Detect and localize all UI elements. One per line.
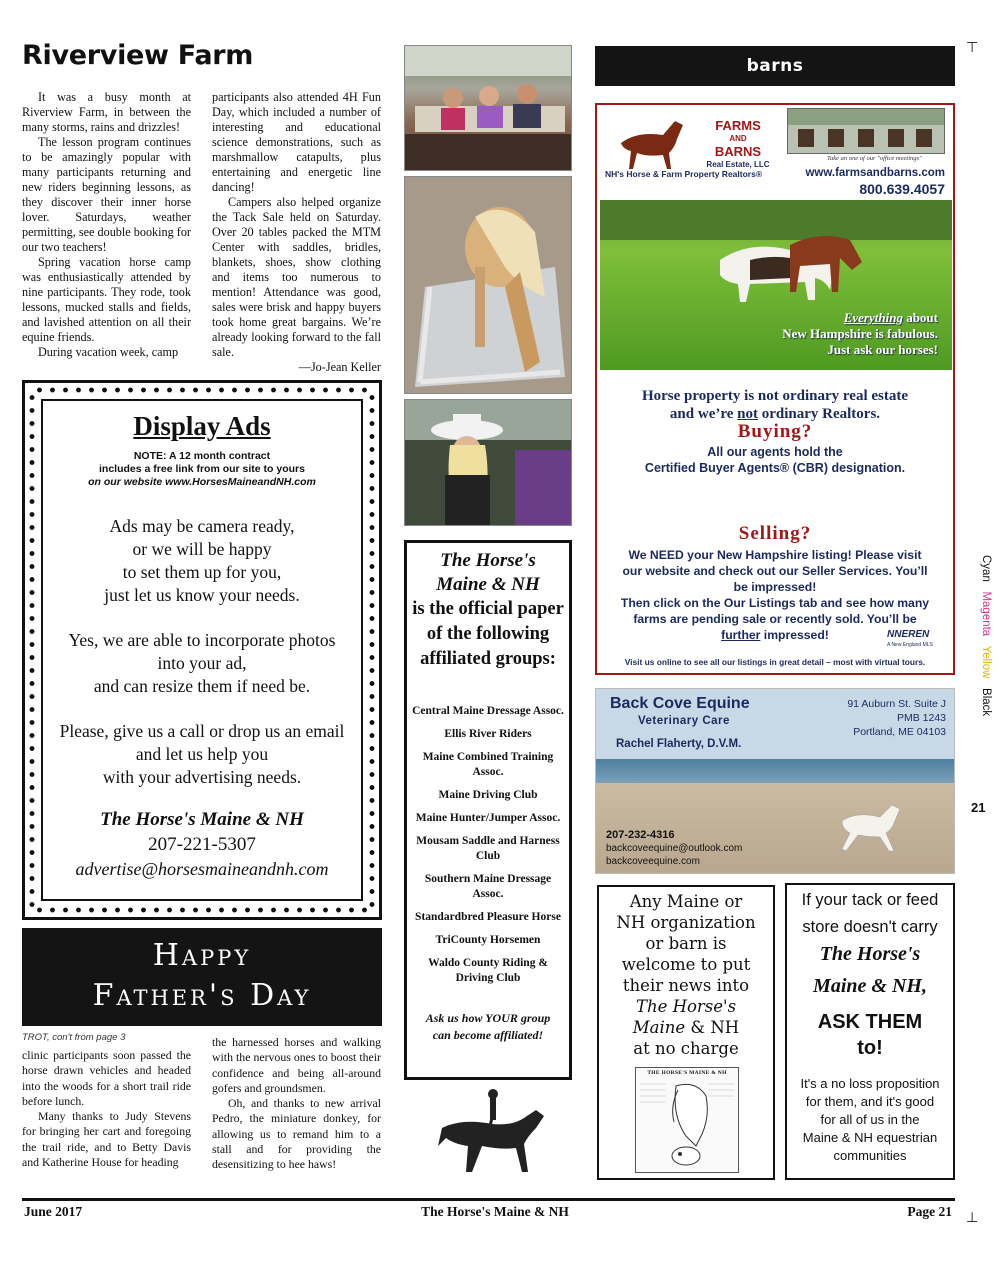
display-ads-para-2 — [43, 629, 361, 698]
horse-head-sketch-icon — [636, 1076, 738, 1172]
affiliated-subtitle — [404, 597, 572, 672]
ad-text-line: to set them up for you, — [122, 562, 282, 582]
overlay-rest: about — [902, 310, 938, 325]
back-cove-sub: Veterinary Care — [638, 715, 730, 727]
farms-barns-tagline: NH's Horse & Farm Property Realtors® — [605, 169, 763, 179]
affiliated-footer-line: Ask us how YOUR group — [425, 1011, 551, 1025]
back-cove-web[interactable]: backcoveequine.com — [606, 856, 700, 867]
tack-small-line: Maine & NH equestrian — [802, 1130, 938, 1145]
trot-paragraph: Many thanks to Judy Stevens for bringing her cart and foregoing the trail ride, and to Betty Davis and Katherine House for heading — [22, 1109, 191, 1170]
trot-paragraph: the harnessed horses and walking with the nervous ones to boost their confidence and being all-around gofers and groundsmen. — [212, 1035, 381, 1095]
tack-small-line: for all of us in the — [820, 1112, 920, 1127]
article-column-2 — [212, 90, 381, 375]
overlay-line: New Hampshire is fabulous. — [782, 326, 938, 341]
fathers-day-banner — [22, 928, 382, 1026]
footer-page-number: Page 21 — [907, 1204, 952, 1219]
any-maine-text — [599, 891, 773, 1059]
ad-text-line: Please, give us a call or drop us an email — [59, 721, 345, 741]
buying-heading: Buying? — [737, 421, 813, 442]
any-maine-line: their news into — [622, 976, 750, 995]
note-line: includes a free link from our site to yours — [99, 463, 305, 475]
farms-headline — [597, 387, 953, 423]
affiliated-group-item: Central Maine Dressage Assoc. — [412, 705, 564, 717]
article-paragraph: Spring vacation horse camp was enthusiastically attended by nine participants. They rode, took lessons, mucked stalls and fields, and lavished attention on all their equine friends. — [22, 255, 191, 344]
address-line: 91 Auburn St. Suite J — [847, 698, 946, 710]
affiliated-groups-box — [404, 540, 572, 1080]
headline-line: Horse property is not ordinary real estate — [641, 388, 909, 404]
farms-visit-line: Visit us online to see all our listings in great detail – most with virtual tours. — [624, 657, 926, 667]
palomino-photo-art — [405, 177, 572, 394]
trot-paragraph: Oh, and thanks to new arrival Pedro, the miniature donkey, for allowing us to remand him to a stall and for providing the desensitizing to hee haws! — [212, 1096, 381, 1172]
riders-photo-art — [788, 109, 944, 153]
cowgirl-photo — [404, 399, 572, 526]
display-ads-para-3 — [43, 720, 361, 789]
back-cove-doctor: Rachel Flaherty, D.V.M. — [616, 738, 742, 750]
footer-paper-name: The Horse's Maine & NH — [421, 1204, 569, 1219]
buying-line: All our agents hold the — [707, 445, 843, 459]
any-maine-line: welcome to put — [621, 955, 751, 974]
meadow-overlay-text — [782, 310, 938, 358]
affiliated-group-item: Maine Driving Club — [438, 789, 538, 801]
tack-paper-line: Maine & NH, — [813, 975, 927, 997]
address-line: Portland, ME 04103 — [853, 726, 946, 738]
affiliated-group-item: TriCounty Horsemen — [435, 934, 541, 946]
affiliated-footer — [407, 1010, 569, 1044]
article-signature: —Jo-Jean Keller — [298, 360, 381, 374]
tack-paper — [787, 941, 953, 1005]
selling-line: be impressed! — [733, 580, 817, 594]
display-ads-email[interactable]: advertise@horsesmaineandnh.com — [75, 859, 329, 879]
article-paragraph: participants also attended 4H Fun Day, which included a number of interesting and educational science demonstrations, such as marshmallow catapults, plus entertaining and energetic line dancing! — [212, 90, 381, 194]
cmyk-black: Black — [980, 688, 992, 717]
display-ads-paper-name: The Horse's Maine & NH — [100, 809, 304, 830]
tack-small-line: communities — [833, 1148, 907, 1163]
overlay-line: Just ask our horses! — [827, 342, 938, 357]
logo-line: Real Estate, LLC — [706, 160, 770, 169]
buying-line: Certified Buyer Agents® (CBR) designation. — [644, 461, 906, 475]
cmyk-magenta: Magenta — [980, 591, 992, 637]
display-ads-note — [43, 450, 361, 489]
thumbnail-masthead: THE HORSE'S MAINE & NH — [647, 1070, 727, 1076]
any-maine-paper — [599, 1017, 773, 1038]
affiliated-group-item: Standardbred Pleasure Horse — [415, 911, 561, 923]
trot-column-1 — [22, 1048, 191, 1170]
newspaper-cover-thumbnail — [635, 1067, 739, 1173]
nneren-sub: A New England MLS — [887, 642, 933, 648]
tack-small-line: It's a no loss proposition — [800, 1076, 940, 1091]
back-cove-equine-ad — [595, 688, 955, 874]
dotted-border — [33, 907, 373, 913]
any-maine-paper-part: Maine — [632, 1018, 686, 1037]
tack-small-line: for them, and it's good — [805, 1094, 935, 1109]
crop-mark-bottom: ⊥ — [966, 1210, 979, 1226]
trot-continued-label: TROT, con't from page 3 — [22, 1032, 126, 1043]
selling-part: impressed! — [760, 628, 829, 642]
back-cove-address — [847, 697, 946, 739]
cmyk-yellow: Yellow — [980, 645, 992, 679]
any-maine-line: Any Maine or — [629, 892, 743, 911]
dotted-border — [33, 387, 373, 393]
affiliated-subtitle-line: is the official paper — [412, 599, 564, 619]
ad-text-line: into your ad, — [157, 653, 247, 673]
any-maine-line: at no charge — [633, 1039, 739, 1058]
horses-meadow-photo — [600, 200, 952, 370]
margin-page-number: 21 — [971, 800, 986, 815]
running-horse-icon — [836, 797, 916, 857]
any-maine-paper: The Horse's — [635, 997, 737, 1016]
display-ads-inner — [41, 399, 363, 901]
any-maine-line: NH organization — [616, 913, 756, 932]
affiliated-group-item: Maine Hunter/Jumper Assoc. — [415, 812, 561, 824]
footer-date: June 2017 — [24, 1204, 83, 1219]
farms-and-barns-ad — [595, 103, 955, 675]
palomino-horse-photo — [404, 176, 572, 394]
cmyk-color-bar — [974, 555, 998, 735]
ad-text-line: and let us help you — [135, 744, 269, 764]
tack-ask-line: to! — [857, 1037, 883, 1059]
article-title: Riverview Farm — [22, 40, 254, 71]
article-paragraph: During vacation week, camp — [38, 345, 179, 359]
affiliated-group-item: Maine Combined Training Assoc. — [422, 751, 554, 778]
affiliated-subtitle-line: of the following — [426, 624, 550, 644]
riders-photo — [787, 108, 945, 154]
ad-text-line: or we will be happy — [132, 539, 272, 559]
rider-sketch-illustration — [432, 1088, 550, 1180]
cmyk-labels — [980, 555, 992, 716]
overlay-line — [782, 310, 938, 326]
back-cove-sea — [596, 759, 955, 783]
tack-ask — [787, 1009, 953, 1061]
address-line: PMB 1243 — [896, 712, 946, 724]
trot-paragraph: clinic participants soon passed the horse drawn vehicles and headed into the woods for a short trail ride before lunch. — [22, 1048, 191, 1108]
affiliated-groups-list — [407, 704, 569, 986]
back-cove-email[interactable]: backcoveequine@outlook.com — [606, 843, 743, 854]
headline-part: and we’re — [669, 406, 738, 422]
tack-line: store doesn't carry — [802, 918, 938, 936]
affiliated-group-item: Southern Maine Dressage Assoc. — [424, 873, 552, 900]
affiliated-group-item: Waldo County Riding & Driving Club — [428, 957, 548, 984]
back-cove-name: Back Cove Equine — [610, 695, 750, 712]
affiliated-title — [407, 549, 569, 597]
selling-line: farms are pending sale or recently sold. You’ll be — [633, 612, 917, 626]
note-line: on our website www.HorsesMaineandNH.com — [88, 476, 316, 488]
tack-ask-line: ASK THEM — [817, 1011, 923, 1033]
cowgirl-photo-art — [405, 400, 572, 526]
campers-at-table-photo — [404, 45, 572, 171]
selling-line: We NEED your New Hampshire listing! Please visit — [628, 548, 922, 562]
buying-text — [597, 444, 953, 476]
logo-line: BARNS — [714, 144, 762, 159]
horse-and-rider-icon — [432, 1088, 550, 1180]
any-maine-line: or barn is — [645, 934, 727, 953]
fathers-day-line: Happy — [152, 938, 252, 973]
barns-section-header: barns — [595, 46, 955, 86]
farms-barns-logo-text — [703, 119, 773, 171]
selling-line: Then click on the Our Listings tab and see how many — [620, 596, 930, 610]
ad-text-line: and can resize them if need be. — [93, 676, 311, 696]
tack-small-text — [787, 1075, 953, 1165]
selling-line: our website and check out our Seller Services. You’ll — [622, 564, 928, 578]
dotted-border — [369, 391, 375, 911]
article-paragraph: It was a busy month at Riverview Farm, in between the many storms, rains and drizzles! — [22, 90, 191, 134]
affiliated-footer-line: can become affiliated! — [432, 1028, 544, 1042]
selling-further: further — [721, 628, 761, 642]
farms-barns-phone: 800.639.4057 — [859, 181, 945, 197]
ad-text-line: just let us know your needs. — [104, 585, 300, 605]
ad-text-line: Ads may be camera ready, — [109, 516, 295, 536]
nneren-logo: NNEREN — [887, 629, 930, 640]
cmyk-cyan: Cyan — [980, 555, 992, 582]
farms-barns-website[interactable]: www.farmsandbarns.com — [805, 167, 945, 179]
horse-logo-icon — [617, 113, 697, 171]
display-ads-para-1 — [43, 515, 361, 607]
trot-column-2 — [212, 1035, 381, 1173]
riders-photo-caption: Take an one of our "office meetings" — [827, 155, 922, 162]
dotted-border — [29, 391, 35, 911]
affiliated-subtitle-line: affiliated groups: — [420, 649, 556, 669]
footer-rule — [22, 1198, 955, 1201]
logo-line: AND — [729, 134, 747, 143]
affiliated-group-item: Ellis River Riders — [444, 728, 532, 740]
overlay-emphasis: Everything — [843, 310, 903, 325]
logo-line: FARMS — [715, 118, 761, 133]
note-line: NOTE: A 12 month contract — [133, 450, 271, 462]
affiliated-title-line: The Horse's — [440, 550, 536, 571]
selling-heading: Selling? — [738, 523, 812, 544]
back-cove-phone: 207-232-4316 — [606, 829, 675, 841]
any-maine-paper-part: & NH — [685, 1018, 740, 1037]
article-paragraph: Campers also helped organize the Tack Sale held on Saturday. Over 20 tables packed the MTM Center with saddles, bridles, blankets, shoes, show clothing and items too numerous to mention! Attendance was good, sales were brisk and happy buyers took home great bargains. We’re already looking forward to the fall sale. — [212, 195, 381, 359]
affiliated-group-item: Mousam Saddle and Harness Club — [416, 835, 560, 862]
tack-intro — [787, 887, 953, 941]
tack-store-box — [785, 883, 955, 1180]
headline-part: ordinary Realtors. — [757, 406, 881, 422]
ad-text-line: with your advertising needs. — [102, 767, 302, 787]
ad-text-line: Yes, we are able to incorporate photos — [68, 630, 336, 650]
article-column-1 — [22, 90, 191, 360]
campers-photo-art — [405, 46, 572, 171]
crop-mark-top: ⊤ — [966, 40, 979, 56]
display-ads-box — [22, 380, 382, 920]
headline-not: not — [737, 406, 758, 422]
fathers-day-line: Father's Day — [92, 978, 312, 1013]
tack-paper-line: The Horse's — [819, 943, 921, 965]
article-paragraph: The lesson program continues to be amazingly popular with many participants returning and new riders beginning lessons, as they discover their inner horse lover. Saturdays, weather permitting, see double booking for our two teachers! — [22, 135, 191, 254]
any-maine-org-box — [597, 885, 775, 1180]
affiliated-title-line: Maine & NH — [436, 574, 540, 595]
display-ads-heading: Display Ads — [133, 411, 271, 441]
display-ads-phone: 207-221-5307 — [148, 834, 256, 855]
tack-line: If your tack or feed — [801, 891, 939, 909]
